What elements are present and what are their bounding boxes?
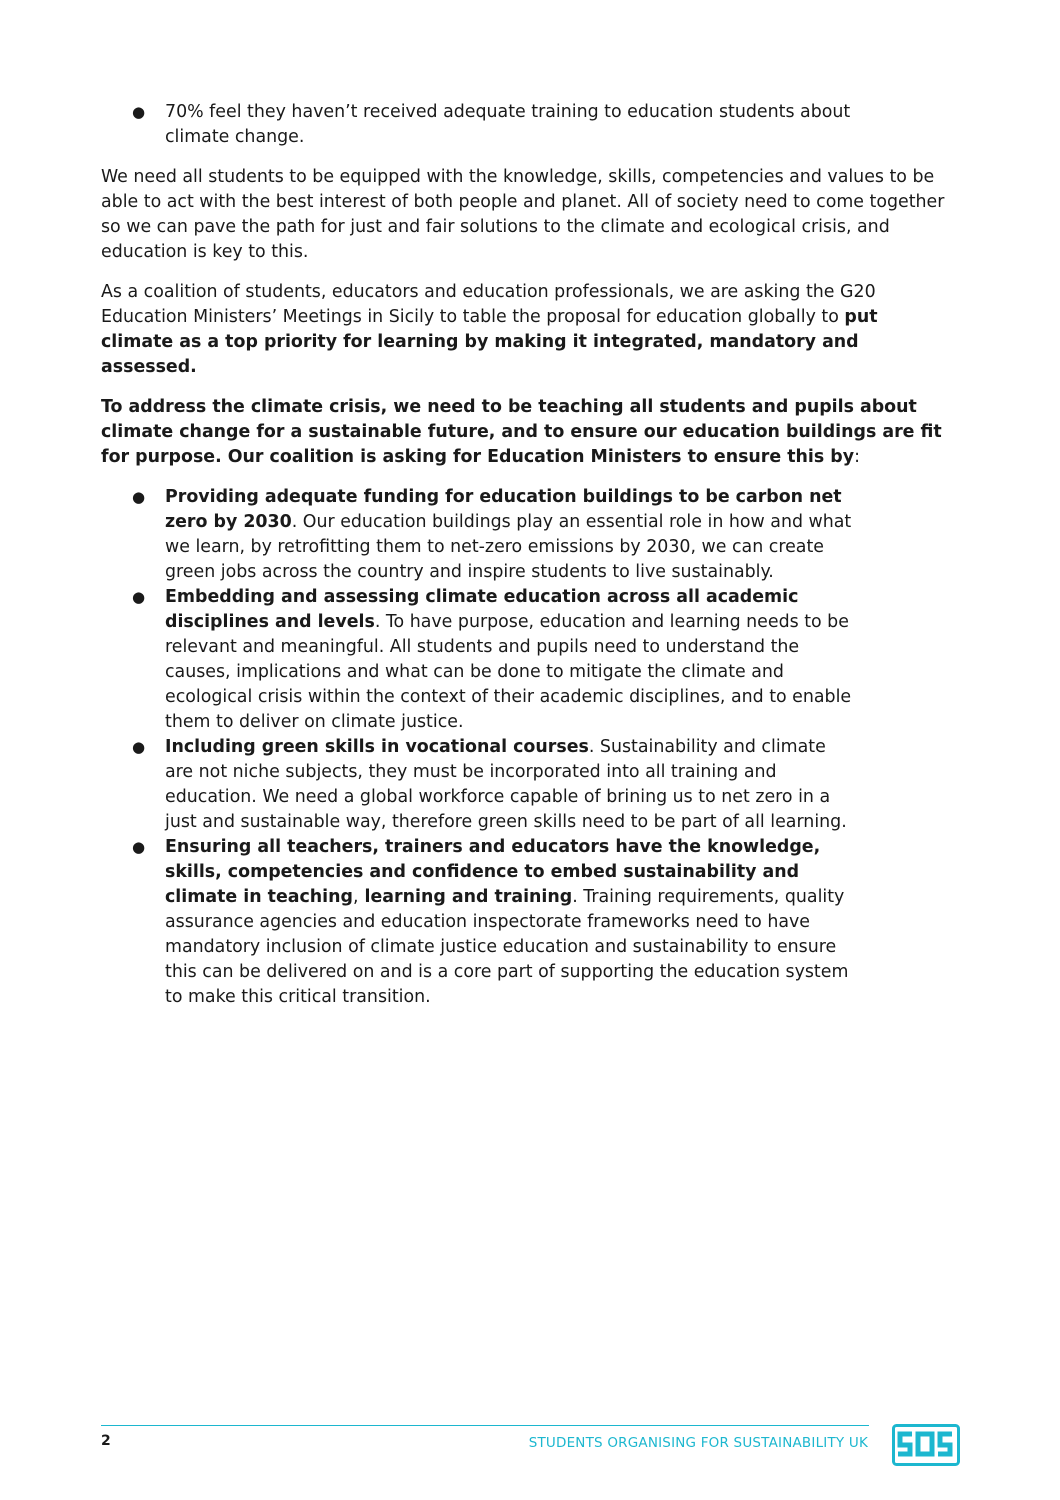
list-item <box>101 835 855 1010</box>
paragraph-coalition-ask <box>101 280 951 380</box>
paragraph-text: As a coalition of students, educators and education professionals, we are asking the G20 Education Ministers’ Meetings in Sicily to table the proposal for education globally to <box>101 282 876 327</box>
top-bullet-list <box>101 100 951 150</box>
ask-heading: Embedding and assessing climate education across all academic disciplines and levels <box>165 587 799 632</box>
page-content <box>101 100 951 1025</box>
ask-text: . Our education buildings play an essential role in how and what we learn, by retrofitting them to net-zero emissions by 2030, we can create green jobs across the country and inspire students to live sustainably. <box>165 512 852 582</box>
bullet-icon: ● <box>132 488 146 506</box>
ask-text: . To have purpose, education and learning needs to be relevant and meaningful. All students and pupils need to understand the causes, implications and what can be done to mitigate the climate and ecological crisis within the context of their academic disciplines, and to enable them to deliver on climate justice. <box>165 612 852 732</box>
list-item <box>101 585 855 735</box>
footer-org-name: STUDENTS ORGANISING FOR SUSTAINABILITY UK <box>528 1435 868 1451</box>
paragraph-text: : <box>854 447 860 467</box>
asks-list <box>101 485 951 1010</box>
bullet-icon: ● <box>132 838 146 856</box>
paragraph-emphasis: put climate as a top priority for learning by making it integrated, mandatory and assessed. <box>101 307 878 377</box>
list-item <box>101 735 855 835</box>
ask-text: . Training requirements, quality assurance agencies and education inspectorate frameworks need to have mandatory inclusion of climate justice education and sustainability to ensure this can be delivered on and is a core part of supporting the education system to make this critical transition. <box>165 887 849 1007</box>
ask-heading: Providing adequate funding for education buildings to be carbon net zero by 2030 <box>165 487 842 532</box>
ask-heading: Including green skills in vocational courses <box>165 737 589 757</box>
page-number: 2 <box>101 1433 111 1449</box>
bullet-text: 70% feel they haven’t received adequate training to education students about climate change. <box>165 102 851 147</box>
ask-comma: , <box>352 887 359 907</box>
list-item <box>101 100 855 150</box>
bullet-icon: ● <box>132 103 146 121</box>
footer-divider <box>101 1425 869 1426</box>
ask-text: . Sustainability and climate are not niche subjects, they must be incorporated into all training and education. We need a global workforce capable of brining us to net zero in a just and sustainable way, therefore green skills need to be part of all learning. <box>165 737 847 832</box>
sos-logo-icon <box>892 1424 960 1466</box>
bullet-icon: ● <box>132 738 146 756</box>
ask-heading: Ensuring all teachers, trainers and educators have the knowledge, skills, competencies and confidence to embed sustainability and climate in teaching <box>165 837 821 907</box>
bullet-icon: ● <box>132 588 146 606</box>
ask-heading-continued: learning and training <box>358 887 573 907</box>
list-item <box>101 485 855 585</box>
paragraph-address-crisis <box>101 395 951 470</box>
paragraph-students-equipped: We need all students to be equipped with the knowledge, skills, competencies and values to be able to act with the best interest of both people and planet. All of society need to come together so we can pave the path for just and fair solutions to the climate and ecological crisis, and education is key to this. <box>101 167 945 262</box>
paragraph-emphasis: To address the climate crisis, we need to be teaching all students and pupils about climate change for a sustainable future, and to ensure our education buildings are fit for purpose. Our coalition is asking for Education Ministers to ensure this by <box>101 397 942 467</box>
